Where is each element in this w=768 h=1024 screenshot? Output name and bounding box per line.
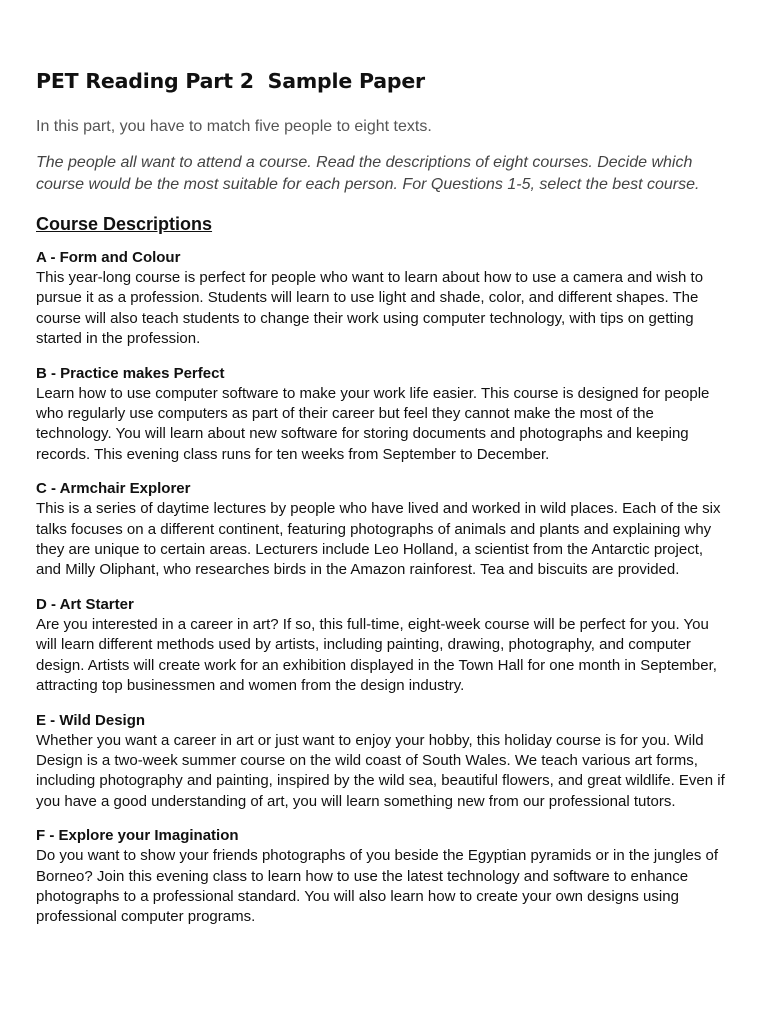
course-description: This is a series of daytime lectures by people who have lived and worked in wild places. Each of the six talks focuses on a different continent, featuring photographs of animals and plants and explaining why they are unique to certain areas. Lecturers include Leo Holland, a scientist from the Antarctic project, and Milly Oliphant, who researches birds in the Amazon rainforest. Tea and biscuits are provided.	[36, 500, 721, 579]
course-description: Learn how to use computer software to make your work life easier. This course is designed for people who regularly use computers as part of their career but feel they cannot make the most of the technology. You will learn about new software for storing documents and photographs and keeping records. This evening class runs for ten weeks from September to December.	[36, 384, 710, 463]
course-title: F - Explore your Imagination	[36, 827, 239, 845]
course-title: B - Practice makes Perfect	[36, 364, 225, 382]
course-title: E - Wild Design	[36, 711, 146, 729]
course-c	[36, 479, 732, 581]
course-description: Do you want to show your friends photographs of you beside the Egyptian pyramids or in the jungles of Borneo? Join this evening class to learn how to use the latest technology and software to enhance photographs to a professional standard. You will also learn how to create your own designs using professional computer programs.	[36, 847, 719, 926]
section-heading-course-descriptions: Course Descriptions	[36, 214, 213, 234]
course-f	[36, 826, 732, 928]
course-title: D - Art Starter	[36, 595, 134, 613]
course-e	[36, 711, 732, 813]
instructions-text: The people all want to attend a course. Read the descriptions of eight courses. Decide which course would be the most suitable for each person. For Questions 1-5, select the best course.	[36, 154, 700, 193]
course-title: C - Armchair Explorer	[36, 480, 191, 498]
course-description: Whether you want a career in art or just want to enjoy your hobby, this holiday course is for you. Wild Design is a two-week summer course on the wild coast of South Wales. We teach various art forms, including photography and painting, inspired by the wild sea, beautiful flowers, and great wildlife. Even if you have a good understanding of art, you will learn something new from our professional tutors.	[36, 731, 725, 810]
course-description: This year-long course is perfect for people who want to learn about how to use a camera and wish to pursue it as a profession. Students will learn to use light and shade, color, and different shapes. The course will also teach students to change their work using computer technology, with tips on getting started in the profession.	[36, 269, 704, 348]
course-a	[36, 248, 732, 350]
course-title: A - Form and Colour	[36, 249, 181, 266]
course-b	[36, 364, 732, 466]
intro-text: In this part, you have to match five people to eight texts.	[36, 118, 432, 135]
course-description: Are you interested in a career in art? If so, this full-time, eight-week course will be perfect for you. You will learn different methods used by artists, including painting, drawing, photography, and computer design. Artists will create work for an exhibition displayed in the Town Hall for one month in September, attracting top businessmen and women from the design industry.	[36, 615, 717, 695]
course-d	[36, 595, 732, 697]
page-title: PET Reading Part 2 Sample Paper	[36, 69, 425, 93]
